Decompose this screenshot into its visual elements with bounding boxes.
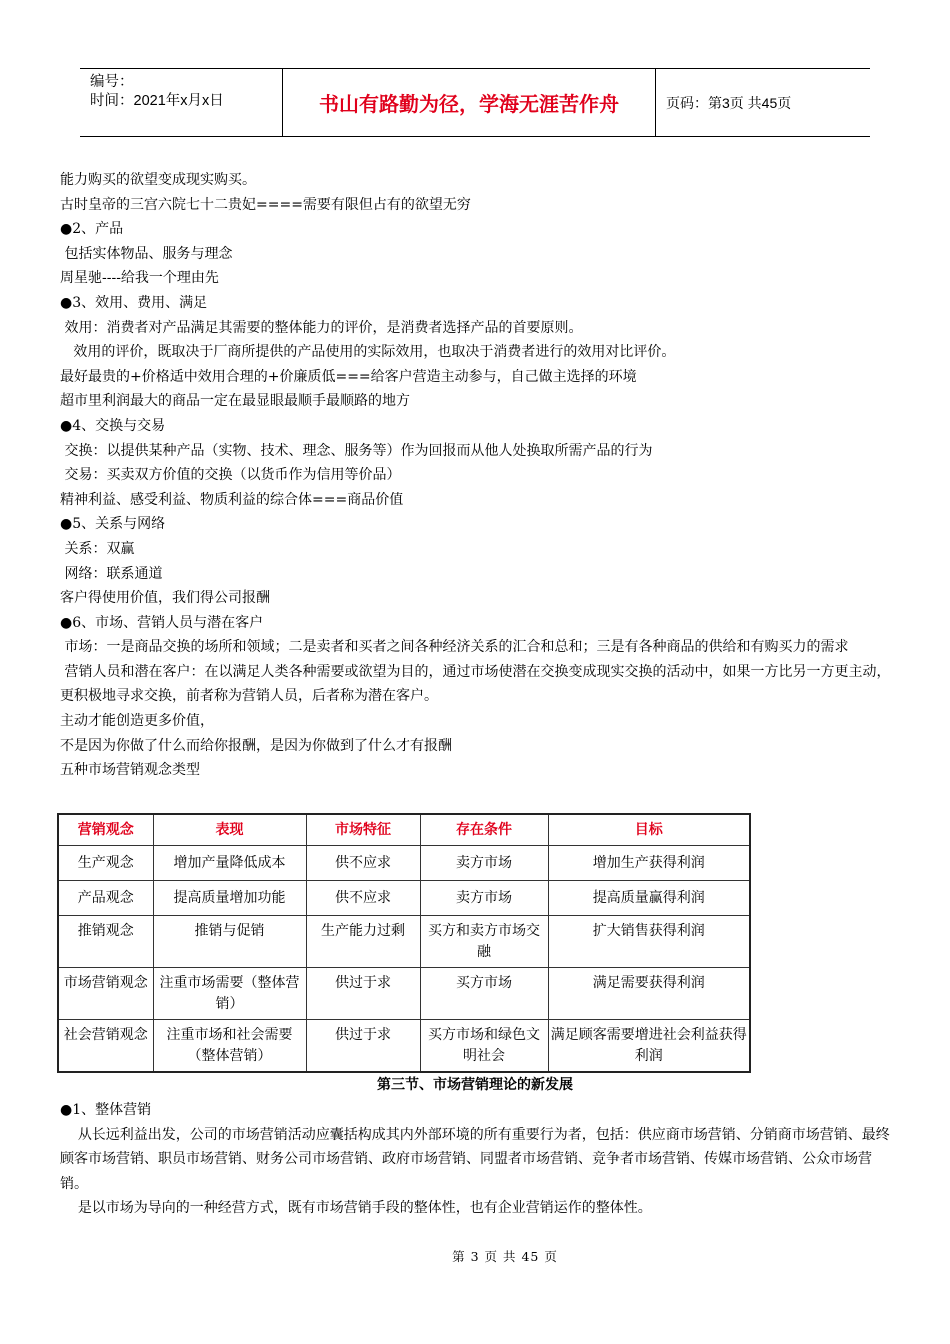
paragraph: 包括实体物品、服务与理念 (60, 245, 233, 262)
header-motto: 书山有路勤为径，学海无涯苦作舟 (283, 69, 656, 136)
table-cell: 供过于求 (306, 968, 420, 1020)
section-heading: ●5、关系与网络 (60, 516, 166, 533)
table-header-cell: 存在条件 (420, 814, 548, 846)
section-heading: ●2、产品 (60, 221, 124, 238)
paragraph: 能力购买的欲望变成现实购买。 (60, 172, 256, 188)
table-cell: 买方市场和绿色文明社会 (420, 1020, 548, 1073)
section-heading: ●6、市场、营销人员与潜在客户 (60, 614, 264, 631)
paragraph: 交换：以提供某种产品（实物、技术、理念、服务等）作为回报而从他人处换取所需产品的行为 (60, 442, 653, 459)
paragraph: 从长远利益出发，公司的市场营销活动应囊括构成其内外部环境的所有重要行为者，包括：供应商市场营销、分销商市场营销、最终顾客市场营销、职员市场营销、财务公司市场营销、政府市场营销、同盟者市场营销、竞争者市场营销、传媒市场营销、公众市场营销。 (60, 1126, 890, 1192)
table-row (58, 1020, 750, 1073)
paragraph: 营销人员和潜在客户：在以满足人类各种需要或欲望为目的，通过市场使潜在交换变成现实交换的活动中，如果一方比另一方更主动，更积极地寻求交换，前者称为营销人员，后者称为潜在客户。 (60, 663, 891, 705)
table-cell: 买方和卖方市场交融 (420, 916, 548, 968)
table-row (58, 881, 750, 916)
section-title: 第三节、市场营销理论的新发展 (377, 1077, 573, 1093)
table-cell: 满足需要获得利润 (548, 968, 750, 1020)
page-header (80, 68, 870, 137)
table-row (58, 846, 750, 881)
paragraph: 市场：一是商品交换的场所和领域；二是卖者和买者之间各种经济关系的汇合和总和；三是有各种商品的供给和有购买力的需求 (60, 639, 849, 656)
paragraph: 是以市场为导向的一种经营方式，既有市场营销手段的整体性，也有企业营销运作的整体性。 (60, 1200, 652, 1217)
table-header-cell: 表现 (153, 814, 306, 846)
header-number-label: 编号： (90, 74, 134, 90)
table-cell: 产品观念 (58, 881, 153, 916)
table-cell: 推销与促销 (153, 916, 306, 968)
paragraph: 周星驰----给我一个理由先 (60, 270, 219, 287)
table-header-row (58, 814, 750, 846)
paragraph: 效用：消费者对产品满足其需要的整体能力的评价，是消费者选择产品的首要原则。 (60, 319, 583, 336)
paragraph: 最好最贵的+价格适中效用合理的+价廉质低===给客户营造主动参与，自己做主选择的环境 (60, 368, 637, 385)
section-heading: ●3、效用、费用、满足 (60, 294, 208, 311)
paragraph: 网络：联系通道 (60, 565, 163, 582)
table-cell: 注重市场需要（整体营销） (153, 968, 306, 1020)
table-header-cell: 市场特征 (306, 814, 420, 846)
table-cell: 供不应求 (306, 881, 420, 916)
section-heading: ●4、交换与交易 (60, 417, 166, 434)
paragraph: 效用的评价，既取决于厂商所提供的产品使用的实际效用，也取决于消费者进行的效用对比评价。 (60, 344, 676, 361)
paragraph: 主动才能创造更多价值， (60, 713, 214, 730)
table-cell: 供不应求 (306, 846, 420, 881)
paragraph: 古时皇帝的三宫六院七十二贵妃====需要有限但占有的欲望无穷 (60, 196, 471, 213)
table-caption: 五种市场营销观念类型 (60, 762, 200, 779)
table-cell: 供过于求 (306, 1020, 420, 1073)
table-cell: 提高质量赢得利润 (548, 881, 750, 916)
table-cell: 买方市场 (420, 968, 548, 1020)
document-body-continued (60, 1098, 895, 1221)
paragraph: 交易：买卖双方价值的交换（以货币作为信用等价品） (60, 467, 401, 484)
table-header-cell: 目标 (548, 814, 750, 846)
table-cell: 生产能力过剩 (306, 916, 420, 968)
header-time-label: 时间：2021年x月x日 (90, 93, 224, 109)
table-row (58, 916, 750, 968)
paragraph: 客户得使用价值，我们得公司报酬 (60, 590, 270, 607)
table-cell: 提高质量增加功能 (153, 881, 306, 916)
header-page-label: 页码：第3页 共45页 (666, 94, 792, 111)
table-cell: 扩大销售获得利润 (548, 916, 750, 968)
table-cell: 卖方市场 (420, 881, 548, 916)
header-left-cell (80, 69, 283, 136)
table-cell: 满足顾客需要增进社会利益获得利润 (548, 1020, 750, 1073)
section-heading: ●1、整体营销 (60, 1102, 152, 1118)
page-footer: 第 3 页 共 45 页 (452, 1249, 558, 1264)
paragraph: 精神利益、感受利益、物质利益的综合体===商品价值 (60, 491, 404, 508)
table-cell: 生产观念 (58, 846, 153, 881)
table-row (58, 968, 750, 1020)
table-cell: 注重市场和社会需要（整体营销） (153, 1020, 306, 1073)
table-cell: 增加产量降低成本 (153, 846, 306, 881)
table-cell: 卖方市场 (420, 846, 548, 881)
table-cell: 推销观念 (58, 916, 153, 968)
table-cell: 社会营销观念 (58, 1020, 153, 1073)
paragraph: 关系：双赢 (60, 540, 135, 557)
paragraph: 超市里利润最大的商品一定在最显眼最顺手最顺路的地方 (60, 393, 410, 410)
paragraph: 不是因为你做了什么而给你报酬，是因为你做到了什么才有报酬 (60, 737, 452, 754)
document-body (60, 168, 895, 783)
table-cell: 增加生产获得利润 (548, 846, 750, 881)
table-header-cell: 营销观念 (58, 814, 153, 846)
marketing-concepts-table (57, 813, 751, 1073)
table-cell: 市场营销观念 (58, 968, 153, 1020)
